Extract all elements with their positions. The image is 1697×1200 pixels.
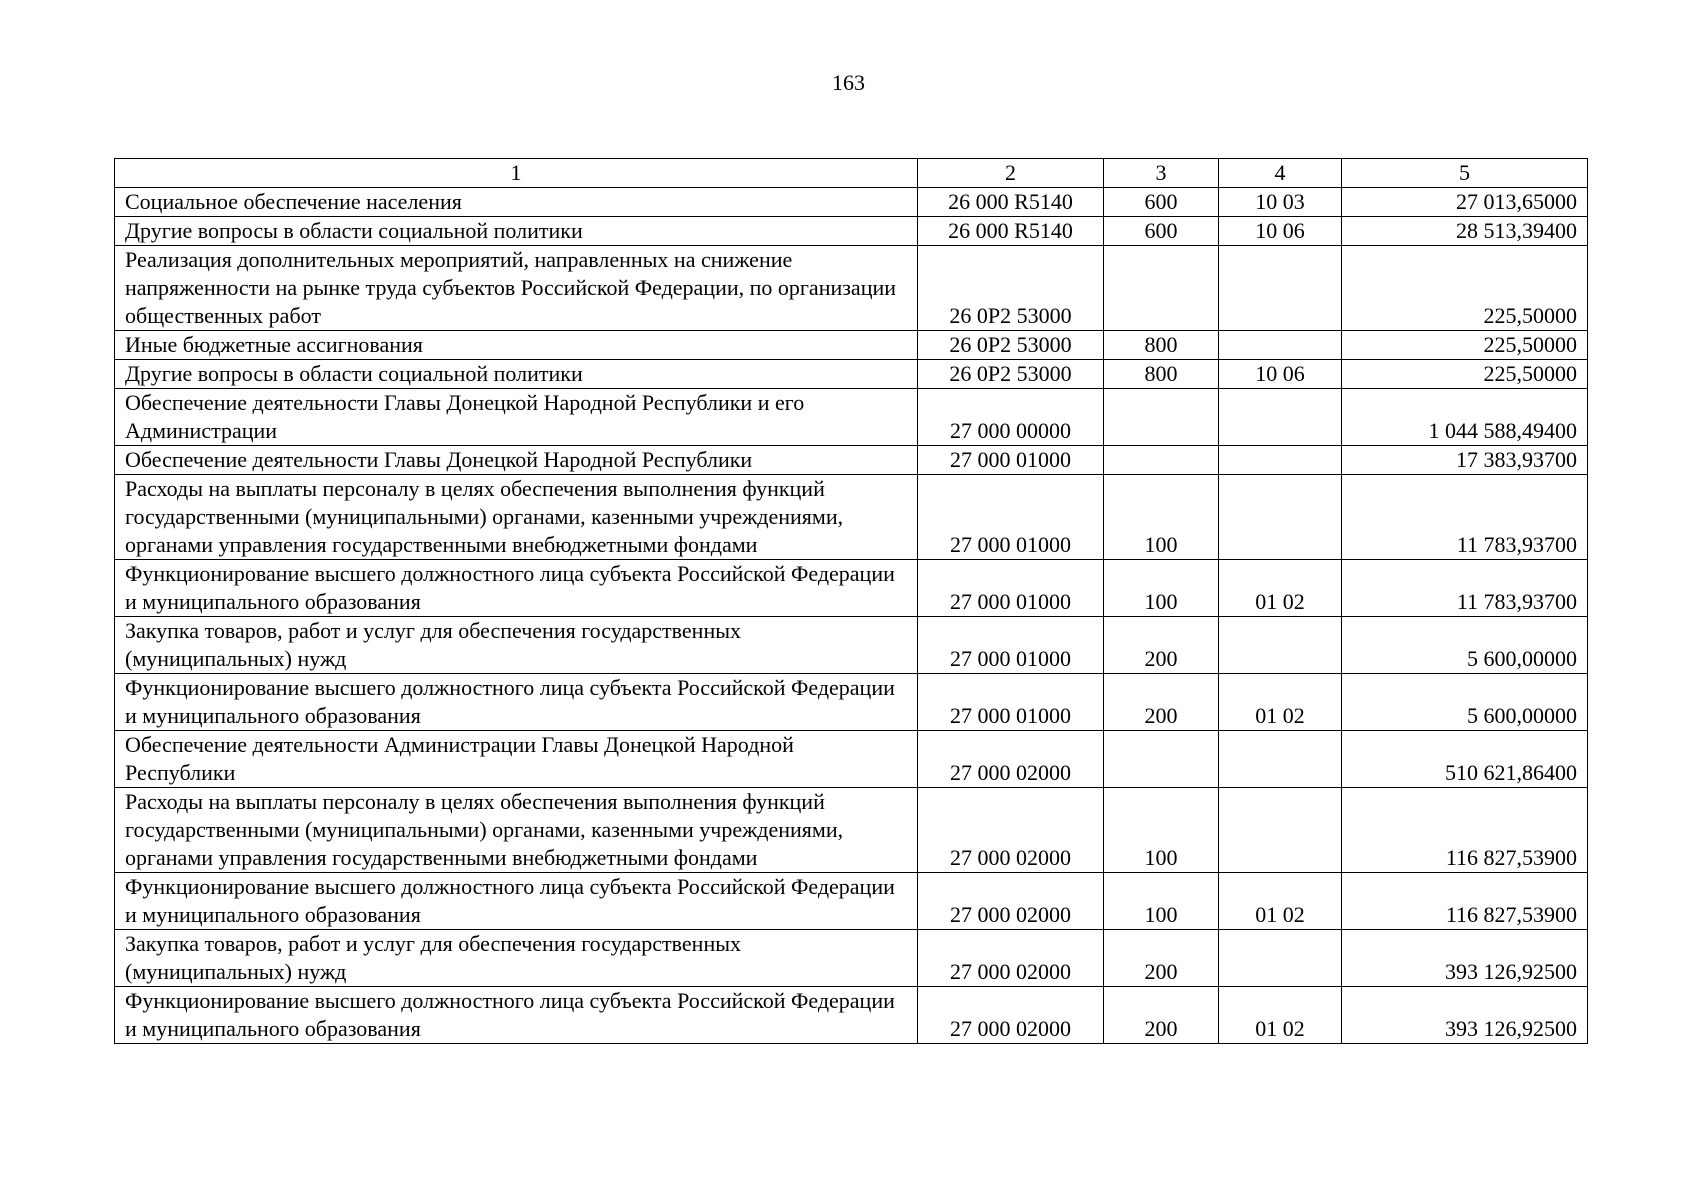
table-row (115, 217, 1588, 246)
target-code-cell: 27 000 01000 (918, 475, 1104, 560)
amount-cell: 1 044 588,49400 (1342, 389, 1588, 446)
item-name-cell: Функционирование высшего должностного лица субъекта Российской Федерации и муниципального образования (115, 987, 918, 1044)
section-code-cell: 10 03 (1219, 188, 1342, 217)
amount-cell: 116 827,53900 (1342, 873, 1588, 930)
section-code-cell (1219, 331, 1342, 360)
item-name-cell: Функционирование высшего должностного лица субъекта Российской Федерации и муниципального образования (115, 560, 918, 617)
table-row (115, 446, 1588, 475)
section-code-cell: 01 02 (1219, 987, 1342, 1044)
table-row (115, 475, 1588, 560)
target-code-cell: 27 000 02000 (918, 873, 1104, 930)
table-row (115, 788, 1588, 873)
target-code-cell: 27 000 01000 (918, 446, 1104, 475)
expense-type-cell (1104, 446, 1219, 475)
column-header: 4 (1219, 159, 1342, 188)
item-name-cell: Обеспечение деятельности Администрации Главы Донецкой Народной Республики (115, 731, 918, 788)
target-code-cell: 27 000 02000 (918, 930, 1104, 987)
target-code-cell: 27 000 01000 (918, 617, 1104, 674)
expense-type-cell: 100 (1104, 873, 1219, 930)
table-row (115, 331, 1588, 360)
item-name-cell: Функционирование высшего должностного лица субъекта Российской Федерации и муниципального образования (115, 674, 918, 731)
table-body (115, 188, 1588, 1044)
section-code-cell (1219, 246, 1342, 331)
table-row (115, 873, 1588, 930)
item-name-cell: Иные бюджетные ассигнования (115, 331, 918, 360)
expense-type-cell (1104, 389, 1219, 446)
expense-type-cell (1104, 731, 1219, 788)
item-name-cell: Реализация дополнительных мероприятий, направленных на снижение напряженности на рынке труда субъектов Российской Федерации, по организации общественных работ (115, 246, 918, 331)
item-name-cell: Другие вопросы в области социальной политики (115, 217, 918, 246)
amount-cell: 225,50000 (1342, 331, 1588, 360)
section-code-cell (1219, 475, 1342, 560)
table-row (115, 930, 1588, 987)
column-header: 2 (918, 159, 1104, 188)
expense-type-cell: 200 (1104, 617, 1219, 674)
amount-cell: 11 783,93700 (1342, 560, 1588, 617)
table-row (115, 389, 1588, 446)
target-code-cell: 27 000 02000 (918, 987, 1104, 1044)
target-code-cell: 27 000 01000 (918, 674, 1104, 731)
amount-cell: 11 783,93700 (1342, 475, 1588, 560)
expense-type-cell: 100 (1104, 788, 1219, 873)
amount-cell: 27 013,65000 (1342, 188, 1588, 217)
expense-type-cell: 800 (1104, 331, 1219, 360)
table-row (115, 246, 1588, 331)
amount-cell: 116 827,53900 (1342, 788, 1588, 873)
budget-table (114, 158, 1588, 1044)
table-row (115, 617, 1588, 674)
item-name-cell: Функционирование высшего должностного лица субъекта Российской Федерации и муниципального образования (115, 873, 918, 930)
target-code-cell: 26 0P2 53000 (918, 246, 1104, 331)
table-row (115, 731, 1588, 788)
table-row (115, 674, 1588, 731)
table-header-row (115, 159, 1588, 188)
table-row (115, 560, 1588, 617)
expense-type-cell: 200 (1104, 930, 1219, 987)
amount-cell: 510 621,86400 (1342, 731, 1588, 788)
amount-cell: 225,50000 (1342, 360, 1588, 389)
expense-type-cell: 800 (1104, 360, 1219, 389)
amount-cell: 5 600,00000 (1342, 617, 1588, 674)
section-code-cell (1219, 731, 1342, 788)
target-code-cell: 26 000 R5140 (918, 188, 1104, 217)
expense-type-cell: 100 (1104, 475, 1219, 560)
expense-type-cell: 200 (1104, 987, 1219, 1044)
amount-cell: 5 600,00000 (1342, 674, 1588, 731)
item-name-cell: Закупка товаров, работ и услуг для обеспечения государственных (муниципальных) нужд (115, 930, 918, 987)
target-code-cell: 26 0P2 53000 (918, 360, 1104, 389)
section-code-cell: 01 02 (1219, 873, 1342, 930)
section-code-cell (1219, 389, 1342, 446)
table-row (115, 188, 1588, 217)
target-code-cell: 27 000 00000 (918, 389, 1104, 446)
table-row (115, 987, 1588, 1044)
column-header: 1 (115, 159, 918, 188)
item-name-cell: Обеспечение деятельности Главы Донецкой Народной Республики (115, 446, 918, 475)
item-name-cell: Обеспечение деятельности Главы Донецкой Народной Республики и его Администрации (115, 389, 918, 446)
section-code-cell: 10 06 (1219, 360, 1342, 389)
expense-type-cell (1104, 246, 1219, 331)
amount-cell: 17 383,93700 (1342, 446, 1588, 475)
target-code-cell: 27 000 02000 (918, 788, 1104, 873)
item-name-cell: Социальное обеспечение населения (115, 188, 918, 217)
amount-cell: 28 513,39400 (1342, 217, 1588, 246)
section-code-cell: 01 02 (1219, 674, 1342, 731)
item-name-cell: Расходы на выплаты персоналу в целях обеспечения выполнения функций государственными (муниципальными) органами, казенными учреждениями, органами управления государственными внебюджетными фондами (115, 475, 918, 560)
section-code-cell: 01 02 (1219, 560, 1342, 617)
expense-type-cell: 100 (1104, 560, 1219, 617)
amount-cell: 393 126,92500 (1342, 987, 1588, 1044)
amount-cell: 225,50000 (1342, 246, 1588, 331)
target-code-cell: 27 000 02000 (918, 731, 1104, 788)
target-code-cell: 26 000 R5140 (918, 217, 1104, 246)
expense-type-cell: 200 (1104, 674, 1219, 731)
section-code-cell (1219, 617, 1342, 674)
target-code-cell: 27 000 01000 (918, 560, 1104, 617)
expense-type-cell: 600 (1104, 217, 1219, 246)
page-number: 163 (832, 70, 865, 95)
expense-type-cell: 600 (1104, 188, 1219, 217)
item-name-cell: Закупка товаров, работ и услуг для обеспечения государственных (муниципальных) нужд (115, 617, 918, 674)
table-row (115, 360, 1588, 389)
section-code-cell (1219, 930, 1342, 987)
item-name-cell: Другие вопросы в области социальной политики (115, 360, 918, 389)
section-code-cell: 10 06 (1219, 217, 1342, 246)
section-code-cell (1219, 446, 1342, 475)
amount-cell: 393 126,92500 (1342, 930, 1588, 987)
target-code-cell: 26 0P2 53000 (918, 331, 1104, 360)
item-name-cell: Расходы на выплаты персоналу в целях обеспечения выполнения функций государственными (муниципальными) органами, казенными учреждениями, органами управления государственными внебюджетными фондами (115, 788, 918, 873)
column-header: 3 (1104, 159, 1219, 188)
column-header: 5 (1342, 159, 1588, 188)
section-code-cell (1219, 788, 1342, 873)
